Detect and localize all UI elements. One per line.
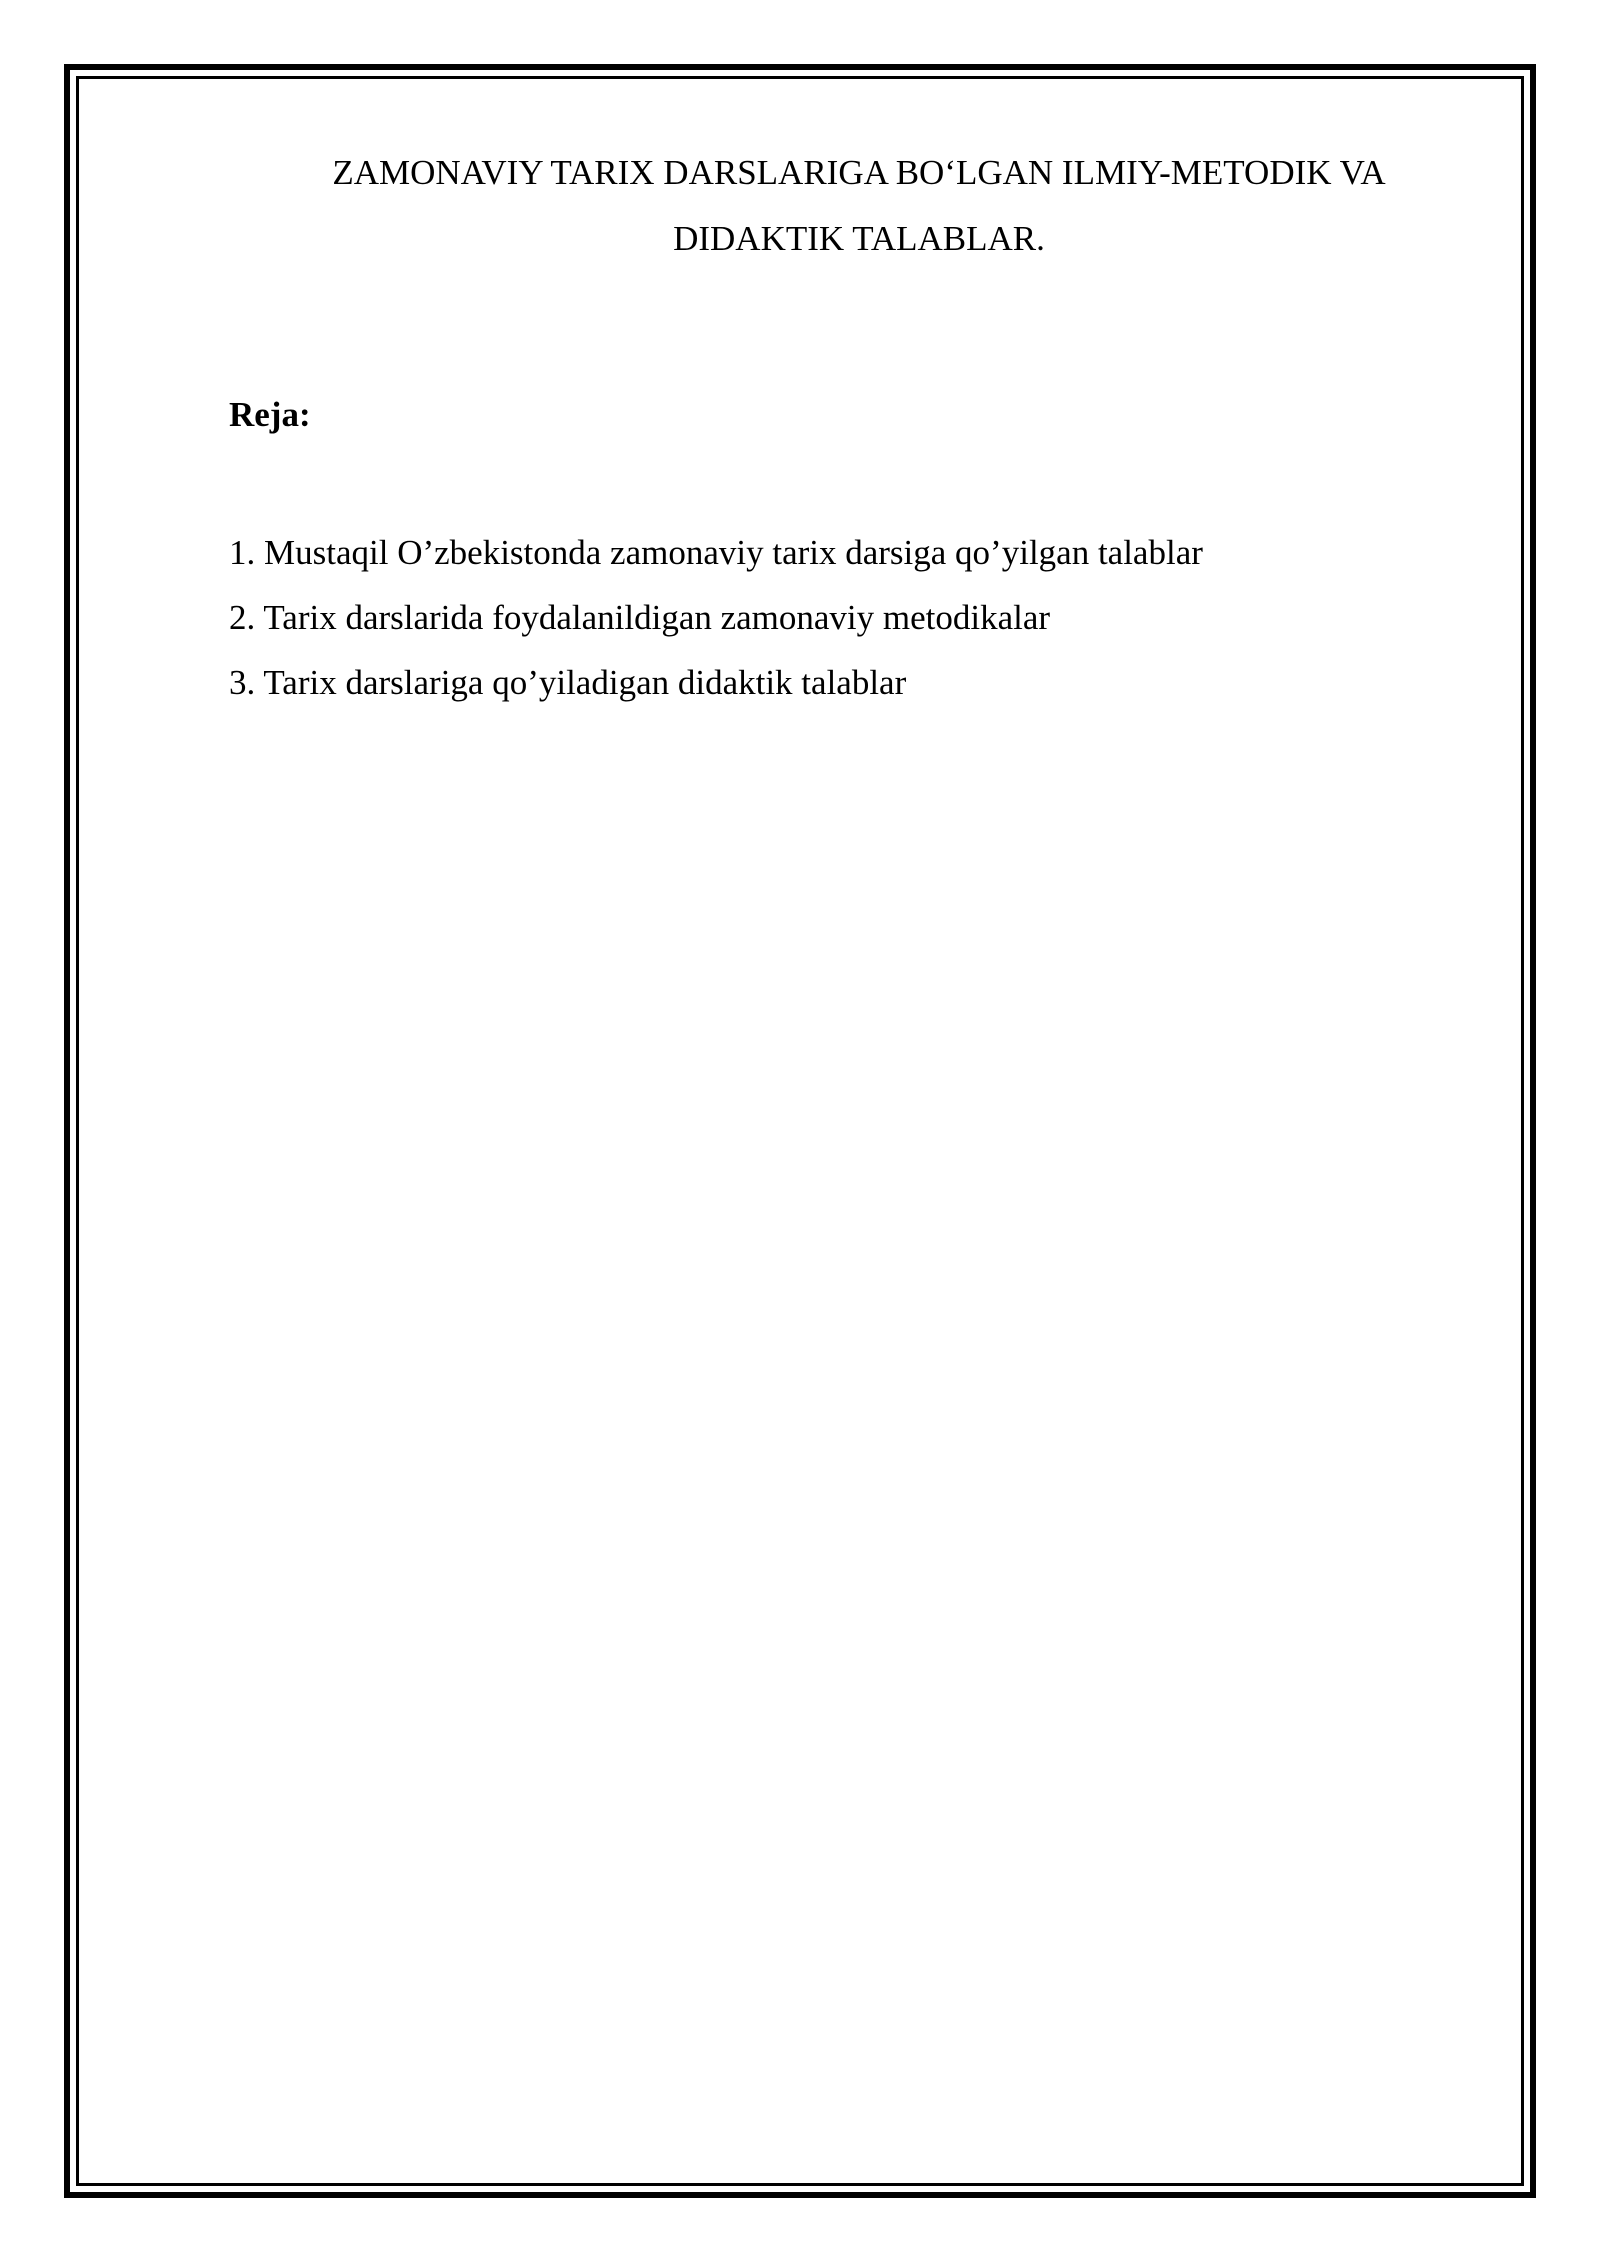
plan-item-1: 1. Mustaqil O’zbekistonda zamonaviy tarix darsiga qo’yilgan talablar [229,533,1203,572]
document-title-line-1: ZAMONAVIY TARIX DARSLARIGA BO‘LGAN ILMIY-METODIK VA [332,153,1386,192]
plan-item-3: 3. Tarix darslariga qo’yiladigan didaktik talablar [229,663,907,702]
document-content [229,140,1439,702]
plan-heading: Reja: [229,395,311,434]
plan-list [229,520,1203,715]
plan-item-2: 2. Tarix darslarida foydalanildigan zamonaviy metodikalar [229,598,1051,637]
document-title [229,140,1439,272]
document-title-line-2: DIDAKTIK TALABLAR. [673,219,1045,258]
